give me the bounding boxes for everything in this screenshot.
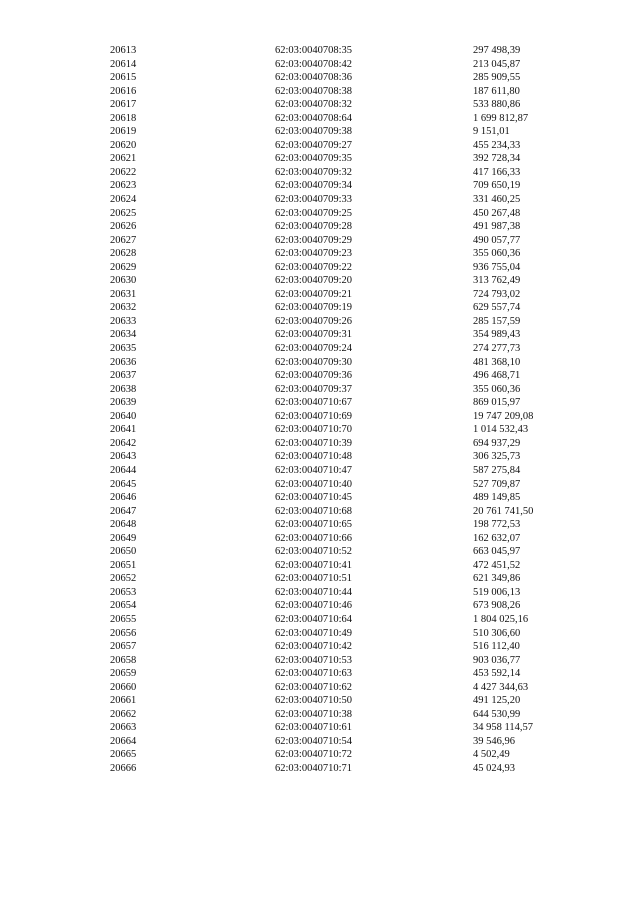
- table-row: [110, 654, 573, 668]
- cadastral-value: 274 277,73: [473, 343, 521, 355]
- table-row: [110, 301, 573, 315]
- cadastral-value: 694 937,29: [473, 437, 521, 449]
- cadastral-number: 62:03:0040709:21: [275, 288, 353, 300]
- cadastral-number: 62:03:0040710:50: [275, 695, 353, 707]
- cadastral-value: 39 546,96: [473, 735, 515, 747]
- cadastral-number: 62:03:0040709:28: [275, 221, 353, 233]
- table-row: [110, 694, 573, 708]
- table-row: [110, 383, 573, 397]
- cadastral-number: 62:03:0040709:29: [275, 234, 353, 246]
- cadastral-number: 62:03:0040708:38: [275, 85, 353, 97]
- cadastral-number: 62:03:0040708:35: [275, 45, 353, 56]
- row-number: 20653: [110, 586, 137, 598]
- row-number: 20628: [110, 248, 137, 260]
- table-row: [110, 356, 573, 370]
- row-number: 20654: [110, 600, 137, 612]
- row-number: 20665: [110, 749, 137, 761]
- cadastral-value: 936 755,04: [473, 261, 521, 273]
- table-row: [110, 85, 573, 99]
- cadastral-number: 62:03:0040710:44: [275, 586, 353, 598]
- cadastral-number: 62:03:0040709:23: [275, 248, 353, 260]
- row-number: 20618: [110, 112, 137, 124]
- table-row: [110, 125, 573, 139]
- row-number: 20657: [110, 641, 137, 653]
- cadastral-number: 62:03:0040709:31: [275, 329, 353, 341]
- cadastral-value: 527 709,87: [473, 478, 521, 490]
- cadastral-number: 62:03:0040709:26: [275, 315, 353, 327]
- row-number: 20617: [110, 99, 137, 111]
- cadastral-value: 724 793,02: [473, 288, 521, 300]
- row-number: 20658: [110, 654, 137, 666]
- row-number: 20641: [110, 424, 137, 436]
- table-row: [110, 735, 573, 749]
- table-row: [110, 193, 573, 207]
- table-row: [110, 586, 573, 600]
- cadastral-number: 62:03:0040709:19: [275, 302, 353, 314]
- row-number: 20616: [110, 85, 137, 97]
- row-number: 20656: [110, 627, 137, 639]
- cadastral-number: 62:03:0040710:53: [275, 654, 353, 666]
- cadastral-number: 62:03:0040709:24: [275, 343, 353, 355]
- cadastral-number: 62:03:0040710:70: [275, 424, 353, 436]
- cadastral-value: 392 728,34: [473, 153, 521, 165]
- table-row: [110, 369, 573, 383]
- cadastral-value: 1 804 025,16: [473, 613, 529, 625]
- cadastral-number: 62:03:0040710:64: [275, 613, 353, 625]
- table-row: [110, 464, 573, 478]
- row-number: 20650: [110, 546, 137, 558]
- row-number: 20651: [110, 559, 137, 571]
- cadastral-number: 62:03:0040710:49: [275, 627, 353, 639]
- table-row: [110, 572, 573, 586]
- cadastral-value: 4 427 344,63: [473, 681, 529, 693]
- cadastral-number: 62:03:0040709:38: [275, 126, 353, 138]
- cadastral-number: 62:03:0040709:25: [275, 207, 353, 219]
- table-body: [110, 44, 573, 776]
- table-row: [110, 478, 573, 492]
- cadastral-number: 62:03:0040710:41: [275, 559, 353, 571]
- cadastral-number: 62:03:0040710:65: [275, 519, 353, 531]
- row-number: 20625: [110, 207, 137, 219]
- table-row: [110, 234, 573, 248]
- cadastral-value: 285 909,55: [473, 72, 521, 84]
- cadastral-value: 355 060,36: [473, 383, 521, 395]
- cadastral-value: 490 057,77: [473, 234, 521, 246]
- cadastral-number: 62:03:0040710:72: [275, 749, 353, 761]
- table-row: [110, 708, 573, 722]
- cadastral-value: 297 498,39: [473, 45, 521, 56]
- table-row: [110, 627, 573, 641]
- table-row: [110, 518, 573, 532]
- cadastral-number: 62:03:0040710:51: [275, 573, 353, 585]
- cadastral-number: 62:03:0040709:37: [275, 383, 353, 395]
- table-row: [110, 721, 573, 735]
- table-row: [110, 532, 573, 546]
- row-number: 20627: [110, 234, 137, 246]
- table-row: [110, 179, 573, 193]
- cadastral-number: 62:03:0040710:45: [275, 492, 353, 504]
- row-number: 20632: [110, 302, 137, 314]
- table-row: [110, 396, 573, 410]
- cadastral-value: 355 060,36: [473, 248, 521, 260]
- table-row: [110, 748, 573, 762]
- table-row: [110, 450, 573, 464]
- row-number: 20614: [110, 58, 137, 70]
- cadastral-number: 62:03:0040709:36: [275, 370, 353, 382]
- table-row: [110, 762, 573, 776]
- cadastral-value: 1 699 812,87: [473, 112, 529, 124]
- cadastral-number: 62:03:0040709:30: [275, 356, 353, 368]
- row-number: 20613: [110, 45, 137, 56]
- table-row: [110, 559, 573, 573]
- row-number: 20642: [110, 437, 137, 449]
- cadastral-value: 644 530,99: [473, 708, 521, 720]
- cadastral-number: 62:03:0040710:63: [275, 668, 353, 680]
- cadastral-number: 62:03:0040710:54: [275, 735, 353, 747]
- cadastral-number: 62:03:0040708:64: [275, 112, 353, 124]
- table-row: [110, 505, 573, 519]
- row-number: 20634: [110, 329, 137, 341]
- cadastral-number: 62:03:0040710:66: [275, 532, 353, 544]
- row-number: 20629: [110, 261, 137, 273]
- cadastral-value: 313 762,49: [473, 275, 521, 287]
- cadastral-number: 62:03:0040709:34: [275, 180, 353, 192]
- cadastral-number: 62:03:0040710:52: [275, 546, 353, 558]
- table-row: [110, 44, 573, 58]
- table-row: [110, 166, 573, 180]
- cadastral-value: 9 151,01: [473, 126, 510, 138]
- cadastral-value: 354 989,43: [473, 329, 521, 341]
- cadastral-value: 673 908,26: [473, 600, 521, 612]
- cadastral-value: 198 772,53: [473, 519, 521, 531]
- cadastral-value: 510 306,60: [473, 627, 521, 639]
- row-number: 20646: [110, 492, 137, 504]
- row-number: 20664: [110, 735, 137, 747]
- cadastral-number: 62:03:0040709:27: [275, 139, 353, 151]
- cadastral-value: 621 349,86: [473, 573, 521, 585]
- row-number: 20631: [110, 288, 137, 300]
- cadastral-number: 62:03:0040710:47: [275, 464, 353, 476]
- cadastral-value: 34 958 114,57: [473, 722, 533, 734]
- cadastral-number: 62:03:0040708:36: [275, 72, 353, 84]
- cadastral-number: 62:03:0040709:35: [275, 153, 353, 165]
- cadastral-number: 62:03:0040710:40: [275, 478, 353, 490]
- cadastral-value: 4 502,49: [473, 749, 510, 761]
- cadastral-value: 187 611,80: [473, 85, 520, 97]
- table-row: [110, 288, 573, 302]
- cadastral-value: 869 015,97: [473, 397, 521, 409]
- cadastral-value: 331 460,25: [473, 194, 521, 206]
- table-row: [110, 58, 573, 72]
- row-number: 20620: [110, 139, 137, 151]
- cadastral-number: 62:03:0040710:48: [275, 451, 353, 463]
- row-number: 20652: [110, 573, 137, 585]
- table-row: [110, 98, 573, 112]
- row-number: 20624: [110, 194, 137, 206]
- row-number: 20661: [110, 695, 137, 707]
- table-row: [110, 437, 573, 451]
- cadastral-value: 455 234,33: [473, 139, 521, 151]
- cadastral-number: 62:03:0040710:62: [275, 681, 353, 693]
- cadastral-value: 491 987,38: [473, 221, 521, 233]
- table-row: [110, 599, 573, 613]
- row-number: 20637: [110, 370, 137, 382]
- cadastral-number: 62:03:0040710:39: [275, 437, 353, 449]
- row-number: 20659: [110, 668, 137, 680]
- cadastral-value: 450 267,48: [473, 207, 521, 219]
- table-row: [110, 247, 573, 261]
- table-row: [110, 139, 573, 153]
- cadastral-number: 62:03:0040710:38: [275, 708, 353, 720]
- cadastral-value: 519 006,13: [473, 586, 521, 598]
- row-number: 20643: [110, 451, 137, 463]
- table-row: [110, 207, 573, 221]
- cadastral-number: 62:03:0040710:67: [275, 397, 353, 409]
- cadastral-number: 62:03:0040709:33: [275, 194, 353, 206]
- cadastral-value: 663 045,97: [473, 546, 521, 558]
- row-number: 20662: [110, 708, 137, 720]
- row-number: 20645: [110, 478, 137, 490]
- row-number: 20626: [110, 221, 137, 233]
- cadastral-value: 213 045,87: [473, 58, 521, 70]
- cadastral-value: 162 632,07: [473, 532, 521, 544]
- cadastral-number: 62:03:0040709:32: [275, 166, 353, 178]
- cadastral-value: 45 024,93: [473, 762, 515, 774]
- cadastral-number: 62:03:0040708:32: [275, 99, 353, 111]
- table-row: [110, 342, 573, 356]
- cadastral-value: 417 166,33: [473, 166, 521, 178]
- cadastral-value: 472 451,52: [473, 559, 521, 571]
- table-row: [110, 71, 573, 85]
- table-row: [110, 545, 573, 559]
- cadastral-number: 62:03:0040710:46: [275, 600, 353, 612]
- table-row: [110, 220, 573, 234]
- row-number: 20630: [110, 275, 137, 287]
- row-number: 20640: [110, 410, 137, 422]
- row-number: 20638: [110, 383, 137, 395]
- cadastral-value: 453 592,14: [473, 668, 521, 680]
- cadastral-number: 62:03:0040709:22: [275, 261, 353, 273]
- table-row: [110, 410, 573, 424]
- table-row: [110, 491, 573, 505]
- row-number: 20649: [110, 532, 137, 544]
- row-number: 20636: [110, 356, 137, 368]
- cadastral-value: 19 747 209,08: [473, 410, 534, 422]
- row-number: 20633: [110, 315, 137, 327]
- cadastral-value: 481 368,10: [473, 356, 521, 368]
- cadastral-value: 306 325,73: [473, 451, 521, 463]
- cadastral-value: 489 149,85: [473, 492, 521, 504]
- cadastral-number: 62:03:0040710:68: [275, 505, 353, 517]
- row-number: 20660: [110, 681, 137, 693]
- cadastral-number: 62:03:0040710:42: [275, 641, 353, 653]
- cadastral-value: 285 157,59: [473, 315, 521, 327]
- table-row: [110, 261, 573, 275]
- table-row: [110, 640, 573, 654]
- table-row: [110, 152, 573, 166]
- row-number: 20663: [110, 722, 137, 734]
- table-row: [110, 328, 573, 342]
- cadastral-value: 496 468,71: [473, 370, 521, 382]
- cadastral-value: 629 557,74: [473, 302, 521, 314]
- table-row: [110, 423, 573, 437]
- table-row: [110, 613, 573, 627]
- cadastral-value: 903 036,77: [473, 654, 521, 666]
- table-row: [110, 681, 573, 695]
- row-number: 20644: [110, 464, 137, 476]
- cadastral-value: 20 761 741,50: [473, 505, 534, 517]
- cadastral-value: 516 112,40: [473, 641, 520, 653]
- cadastral-number: 62:03:0040710:61: [275, 722, 353, 734]
- table-row: [110, 112, 573, 126]
- table-row: [110, 315, 573, 329]
- row-number: 20647: [110, 505, 137, 517]
- cadastral-number: 62:03:0040710:69: [275, 410, 353, 422]
- row-number: 20648: [110, 519, 137, 531]
- cadastral-value: 709 650,19: [473, 180, 521, 192]
- cadastral-value-table: [110, 44, 573, 776]
- row-number: 20621: [110, 153, 137, 165]
- row-number: 20623: [110, 180, 137, 192]
- cadastral-value: 533 880,86: [473, 99, 521, 111]
- row-number: 20615: [110, 72, 137, 84]
- row-number: 20655: [110, 613, 137, 625]
- cadastral-value: 1 014 532,43: [473, 424, 529, 436]
- table-row: [110, 667, 573, 681]
- cadastral-number: 62:03:0040710:71: [275, 762, 353, 774]
- row-number: 20622: [110, 166, 137, 178]
- cadastral-value: 491 125,20: [473, 695, 521, 707]
- cadastral-number: 62:03:0040708:42: [275, 58, 353, 70]
- table-row: [110, 274, 573, 288]
- row-number: 20666: [110, 762, 137, 774]
- row-number: 20639: [110, 397, 137, 409]
- cadastral-value: 587 275,84: [473, 464, 521, 476]
- row-number: 20635: [110, 343, 137, 355]
- row-number: 20619: [110, 126, 137, 138]
- cadastral-number: 62:03:0040709:20: [275, 275, 353, 287]
